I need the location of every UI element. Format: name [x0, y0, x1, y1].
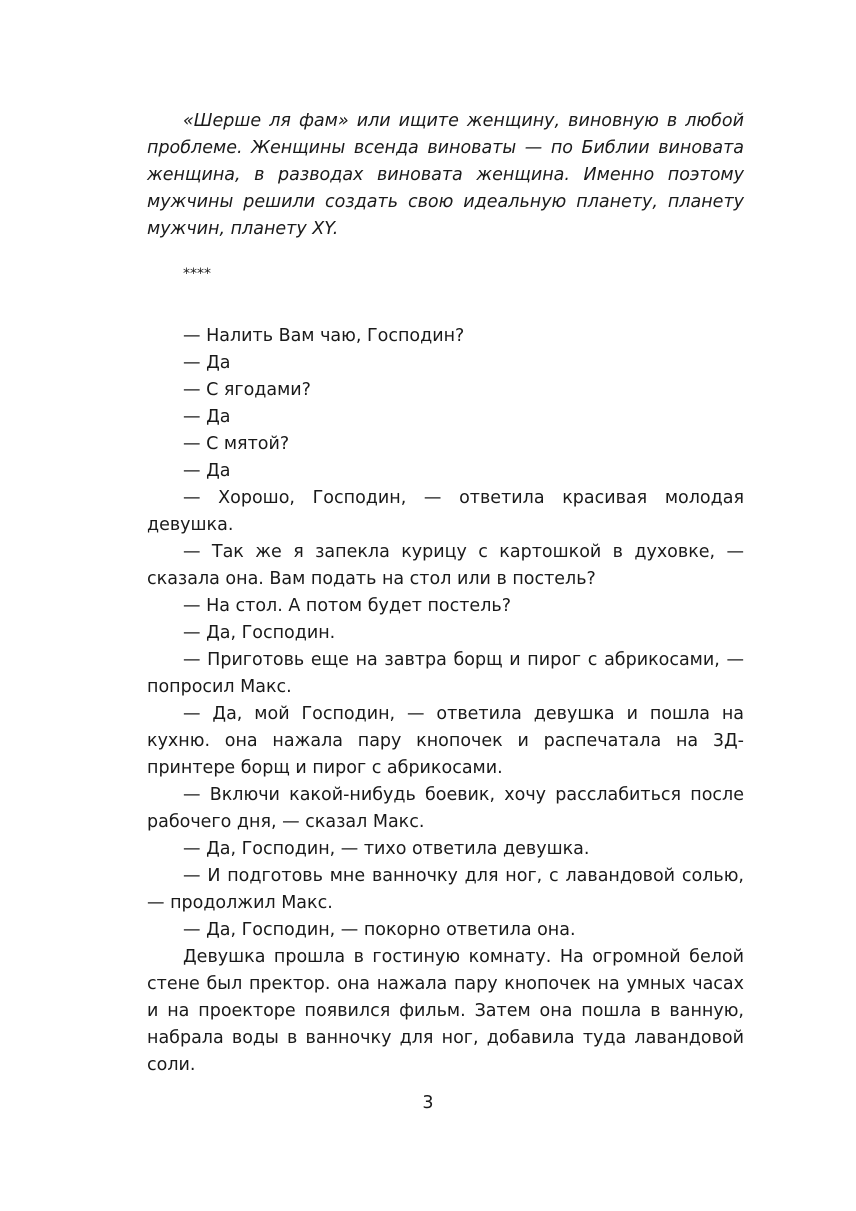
paragraph: — Да	[183, 407, 231, 427]
paragraph: — Да	[183, 353, 231, 373]
paragraph: — Налить Вам чаю, Господин?	[183, 326, 465, 346]
paragraph: — Так же я запекла курицу с картошкой в духовке, — сказала она. Вам подать на стол или в постель?	[147, 542, 744, 589]
paragraph: — Да, мой Господин, — ответила девушка и пошла на кухню. она нажала пару кнопочек и распечатала на 3Д-принтере борщ и пирог с абрикосами.	[147, 704, 744, 778]
page-number: 3	[422, 1093, 434, 1113]
epigraph-paragraph: «Шерше ля фам» или ищите женщину, виновную в любой проблеме. Женщины всенда виноваты — по Библии виновата женщина, в разводах виновата женщина. Именно поэтому мужчины решили создать свою идеальную планету, планету мужчин, планету XY.	[147, 111, 744, 239]
paragraph: Девушка прошла в гостиную комнату. На огромной белой стене был пректор. она нажала пару кнопочек на умных часах и на проекторе появился фильм. Затем она пошла в ванную, набрала воды в ванночку для ног, добавила туда лавандовой соли.	[147, 947, 744, 1075]
paragraph: — Да, Господин.	[183, 623, 336, 643]
paragraph: — И подготовь мне ванночку для ног, с лавандовой солью, — продолжил Макс.	[147, 866, 744, 913]
paragraph: — С мятой?	[183, 434, 290, 454]
dialogue-body	[147, 323, 744, 1079]
section-separator: ****	[183, 266, 211, 282]
paragraph: — Хорошо, Господин, — ответила красивая молодая девушка.	[147, 488, 744, 535]
paragraph: — Да, Господин, — тихо ответила девушка.	[183, 839, 590, 859]
paragraph: — Да	[183, 461, 231, 481]
paragraph: — Приготовь еще на завтра борщ и пирог с абрикосами, — попросил Макс.	[147, 650, 744, 697]
paragraph: — Включи какой-нибудь боевик, хочу расслабиться после рабочего дня, — сказал Макс.	[147, 785, 744, 832]
epigraph	[147, 108, 744, 243]
paragraph: — С ягодами?	[183, 380, 311, 400]
paragraph: — Да, Господин, — покорно ответила она.	[183, 920, 576, 940]
paragraph: — На стол. А потом будет постель?	[183, 596, 511, 616]
